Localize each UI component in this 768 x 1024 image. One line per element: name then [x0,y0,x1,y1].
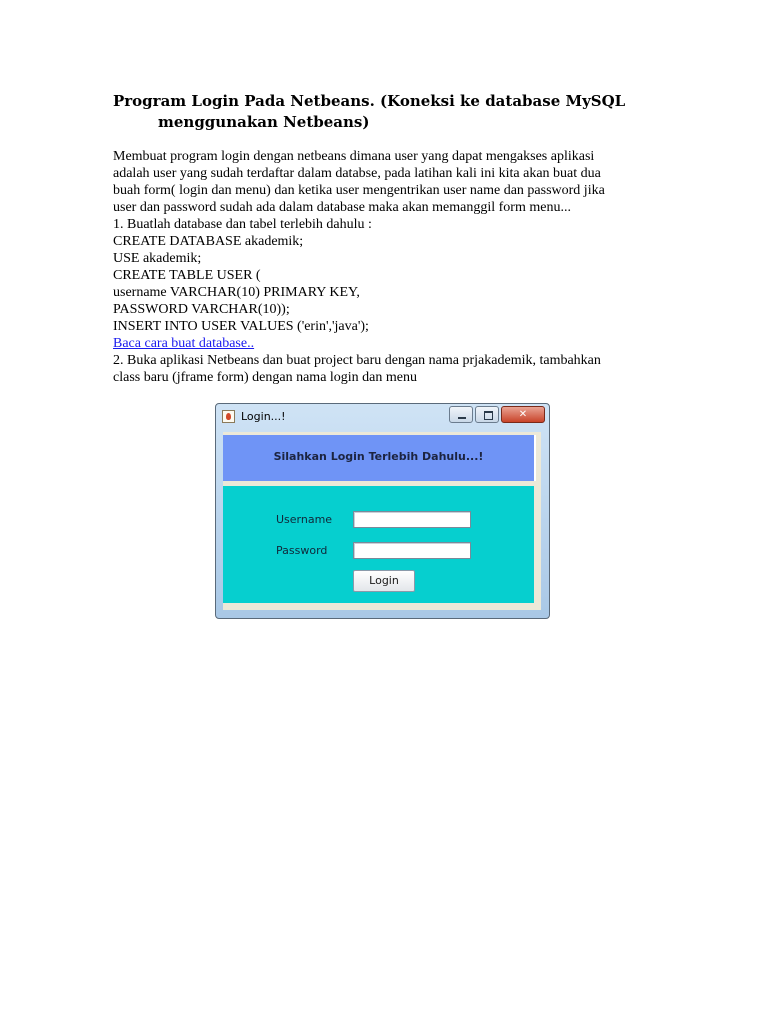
step-2-line: class baru (jframe form) dengan nama login dan menu [113,370,418,385]
maximize-icon [476,407,498,422]
header-panel [223,435,536,481]
sql-line: PASSWORD VARCHAR(10)); [113,302,290,317]
article-body [113,148,643,386]
step-1-text: 1. Buatlah database dan tabel terlebih dahulu : [113,217,372,232]
login-window-screenshot [215,403,550,619]
sql-line: CREATE DATABASE akademik; [113,234,304,249]
paragraph-line: user dan password sudah ada dalam database maka akan memanggil form menu... [113,200,571,215]
window-title: Login...! [241,410,286,423]
database-tutorial-link[interactable]: Baca cara buat database.. [113,336,255,351]
close-icon: ✕ [518,409,528,420]
minimize-button[interactable] [449,406,473,423]
minimize-icon [450,407,472,422]
username-label: Username [276,513,333,526]
step-2-line: 2. Buka aplikasi Netbeans dan buat project baru dengan nama prjakademik, tambahkan [113,353,601,368]
document-title [113,91,653,133]
sql-line: CREATE TABLE USER ( [113,268,261,283]
sql-line: username VARCHAR(10) PRIMARY KEY, [113,285,360,300]
username-input[interactable] [353,511,471,528]
sql-line: INSERT INTO USER VALUES ('erin','java'); [113,319,369,334]
login-button[interactable]: Login [353,570,415,592]
paragraph-line: adalah user yang sudah terdaftar dalam databse, pada latihan kali ini kita akan buat dua [113,166,601,181]
paragraph-line: buah form( login dan menu) dan ketika user mengentrikan user name dan password jika [113,183,605,198]
login-form-panel [223,486,534,603]
window-titlebar[interactable] [216,404,549,428]
window-client-area [223,432,541,610]
close-button[interactable] [501,406,545,423]
paragraph-line: Membuat program login dengan netbeans dimana user yang dapat mengakses aplikasi [113,149,595,164]
header-label: Silahkan Login Terlebih Dahulu...! [273,450,484,463]
title-line-2: menggunakan Netbeans) [158,113,370,131]
link-line [113,335,643,352]
password-input[interactable] [353,542,471,559]
password-label: Password [276,544,328,557]
java-cup-icon [222,410,235,423]
sql-line: USE akademik; [113,251,202,266]
maximize-button[interactable] [475,406,499,423]
title-line-1: Program Login Pada Netbeans. (Koneksi ke database MySQL [113,92,626,110]
